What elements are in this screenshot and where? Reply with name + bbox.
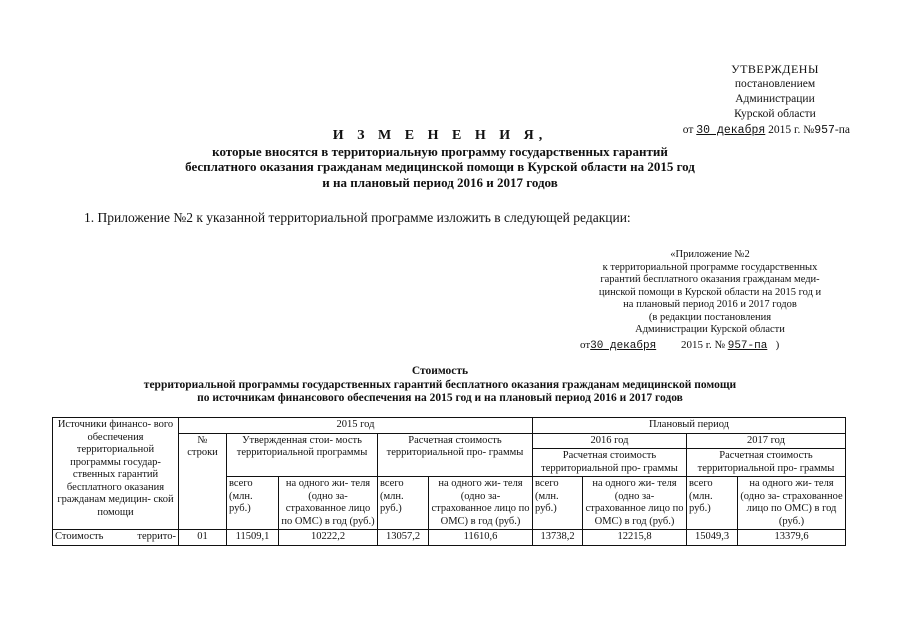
header-per-2017: на одного жи- теля (одно за- страхованное лицо по ОМС) в год (руб.): [738, 477, 846, 530]
approval-line-1: постановлением Администрации: [734, 78, 816, 105]
header-row-1: [53, 418, 846, 434]
document-heading: [120, 128, 760, 190]
annex-line-5: на плановый период 2016 и 2017 годов: [623, 299, 797, 310]
caption-line-3: по источникам финансового обеспечения на 2015 год и на плановый период 2016 и 2017 годов: [197, 392, 683, 404]
approval-suffix: -па: [834, 124, 850, 136]
header-per-approved: на одного жи- теля (одно за- страхованное лицо по ОМС) в год (руб.): [279, 477, 378, 530]
header-per-2016: на одного жи- теля (одно за- страхованное лицо по ОМС) в год (руб.): [583, 477, 687, 530]
header-2016: 2016 год: [533, 433, 687, 449]
annex-line-6: (в редакции постановления: [648, 311, 772, 323]
header-calc-2015: Расчетная стоимость территориальной про- граммы: [378, 433, 533, 477]
annex-header: [560, 249, 860, 352]
header-source: Источники финансо- вого обеспечения территориальной программы государ- ственных гарантий бесплатного оказания гражданам медицин- ской помощи: [53, 418, 179, 530]
annex-line-1: «Приложение №2: [670, 249, 750, 260]
annex-date-line: [560, 339, 860, 353]
cell-value: 13057,2: [378, 530, 429, 546]
row-label: Стоимость террито-: [53, 530, 179, 546]
header-2017: 2017 год: [687, 433, 846, 449]
table-row: [53, 530, 846, 546]
header-total-calc-2015: всего (млн. руб.): [378, 477, 429, 530]
table-caption: [120, 365, 760, 406]
cell-value: 11610,6: [429, 530, 533, 546]
annex-prefix: от: [580, 338, 591, 351]
approval-line-2: Курской области: [734, 108, 816, 120]
header-plan: Плановый период: [533, 418, 846, 434]
heading-line-3: и на плановый период 2016 и 2017 годов: [322, 174, 558, 190]
annex-line-2: к территориальной программе государственных: [602, 261, 818, 273]
heading-line-2: бесплатного оказания гражданам медицинской помощи в Курской области на 2015 год: [185, 159, 695, 174]
row-number: 01: [179, 530, 227, 546]
heading-line-1: которые вносятся в территориальную программу государственных гарантий: [212, 143, 668, 159]
annex-line-3: гарантий бесплатного оказания гражданам меди-: [600, 274, 820, 285]
header-total-2017: всего (млн. руб.): [687, 477, 738, 530]
header-calc-2016: Расчетная стоимость территориальной про- граммы: [533, 449, 687, 477]
cell-value: 15049,3: [687, 530, 738, 546]
approval-title: УТВЕРЖДЕНЫ: [731, 62, 819, 76]
cell-value: 13738,2: [533, 530, 583, 546]
approval-date: 30 декабря: [696, 124, 766, 137]
cell-value: 12215,8: [583, 530, 687, 546]
cost-table: [52, 417, 846, 546]
approval-stamp: [640, 62, 850, 138]
header-approved: Утвержденная стои- мость территориальной программы: [227, 433, 378, 477]
cell-value: 10222,2: [279, 530, 378, 546]
annex-year: 2015 г. №: [680, 338, 725, 351]
heading-word: И З М Е Н Е Н И Я,: [332, 128, 548, 143]
approval-number: 957: [814, 124, 835, 137]
annex-line-7: Администрации Курской области: [635, 324, 785, 335]
annex-line-4: цинской помощи в Курской области на 2015 год и: [598, 286, 822, 298]
cell-value: 13379,6: [738, 530, 846, 546]
caption-line-1: Стоимость: [411, 365, 469, 377]
annex-close: ): [775, 338, 780, 351]
approval-prefix: от: [682, 124, 694, 136]
header-total-approved: всего (млн. руб.): [227, 477, 279, 530]
header-rownum: № строки: [179, 433, 227, 530]
cell-value: 11509,1: [227, 530, 279, 546]
annex-number: 957-па: [727, 339, 768, 352]
point-1: 1. Приложение №2 к указанной территориальной программе изложить в следующей редакции:: [84, 210, 631, 225]
header-2015: 2015 год: [179, 418, 533, 434]
header-calc-2017: Расчетная стоимость территориальной про- граммы: [687, 449, 846, 477]
header-total-2016: всего (млн. руб.): [533, 477, 583, 530]
approval-year: 2015 г. №: [768, 124, 815, 136]
annex-date: 30 декабря: [590, 339, 657, 352]
caption-line-2: территориальной программы государственных гарантий бесплатного оказания гражданам медицинской помощи: [143, 378, 737, 391]
header-per-calc-2015: на одного жи- теля (одно за- страхованное лицо по ОМС) в год (руб.): [429, 477, 533, 530]
